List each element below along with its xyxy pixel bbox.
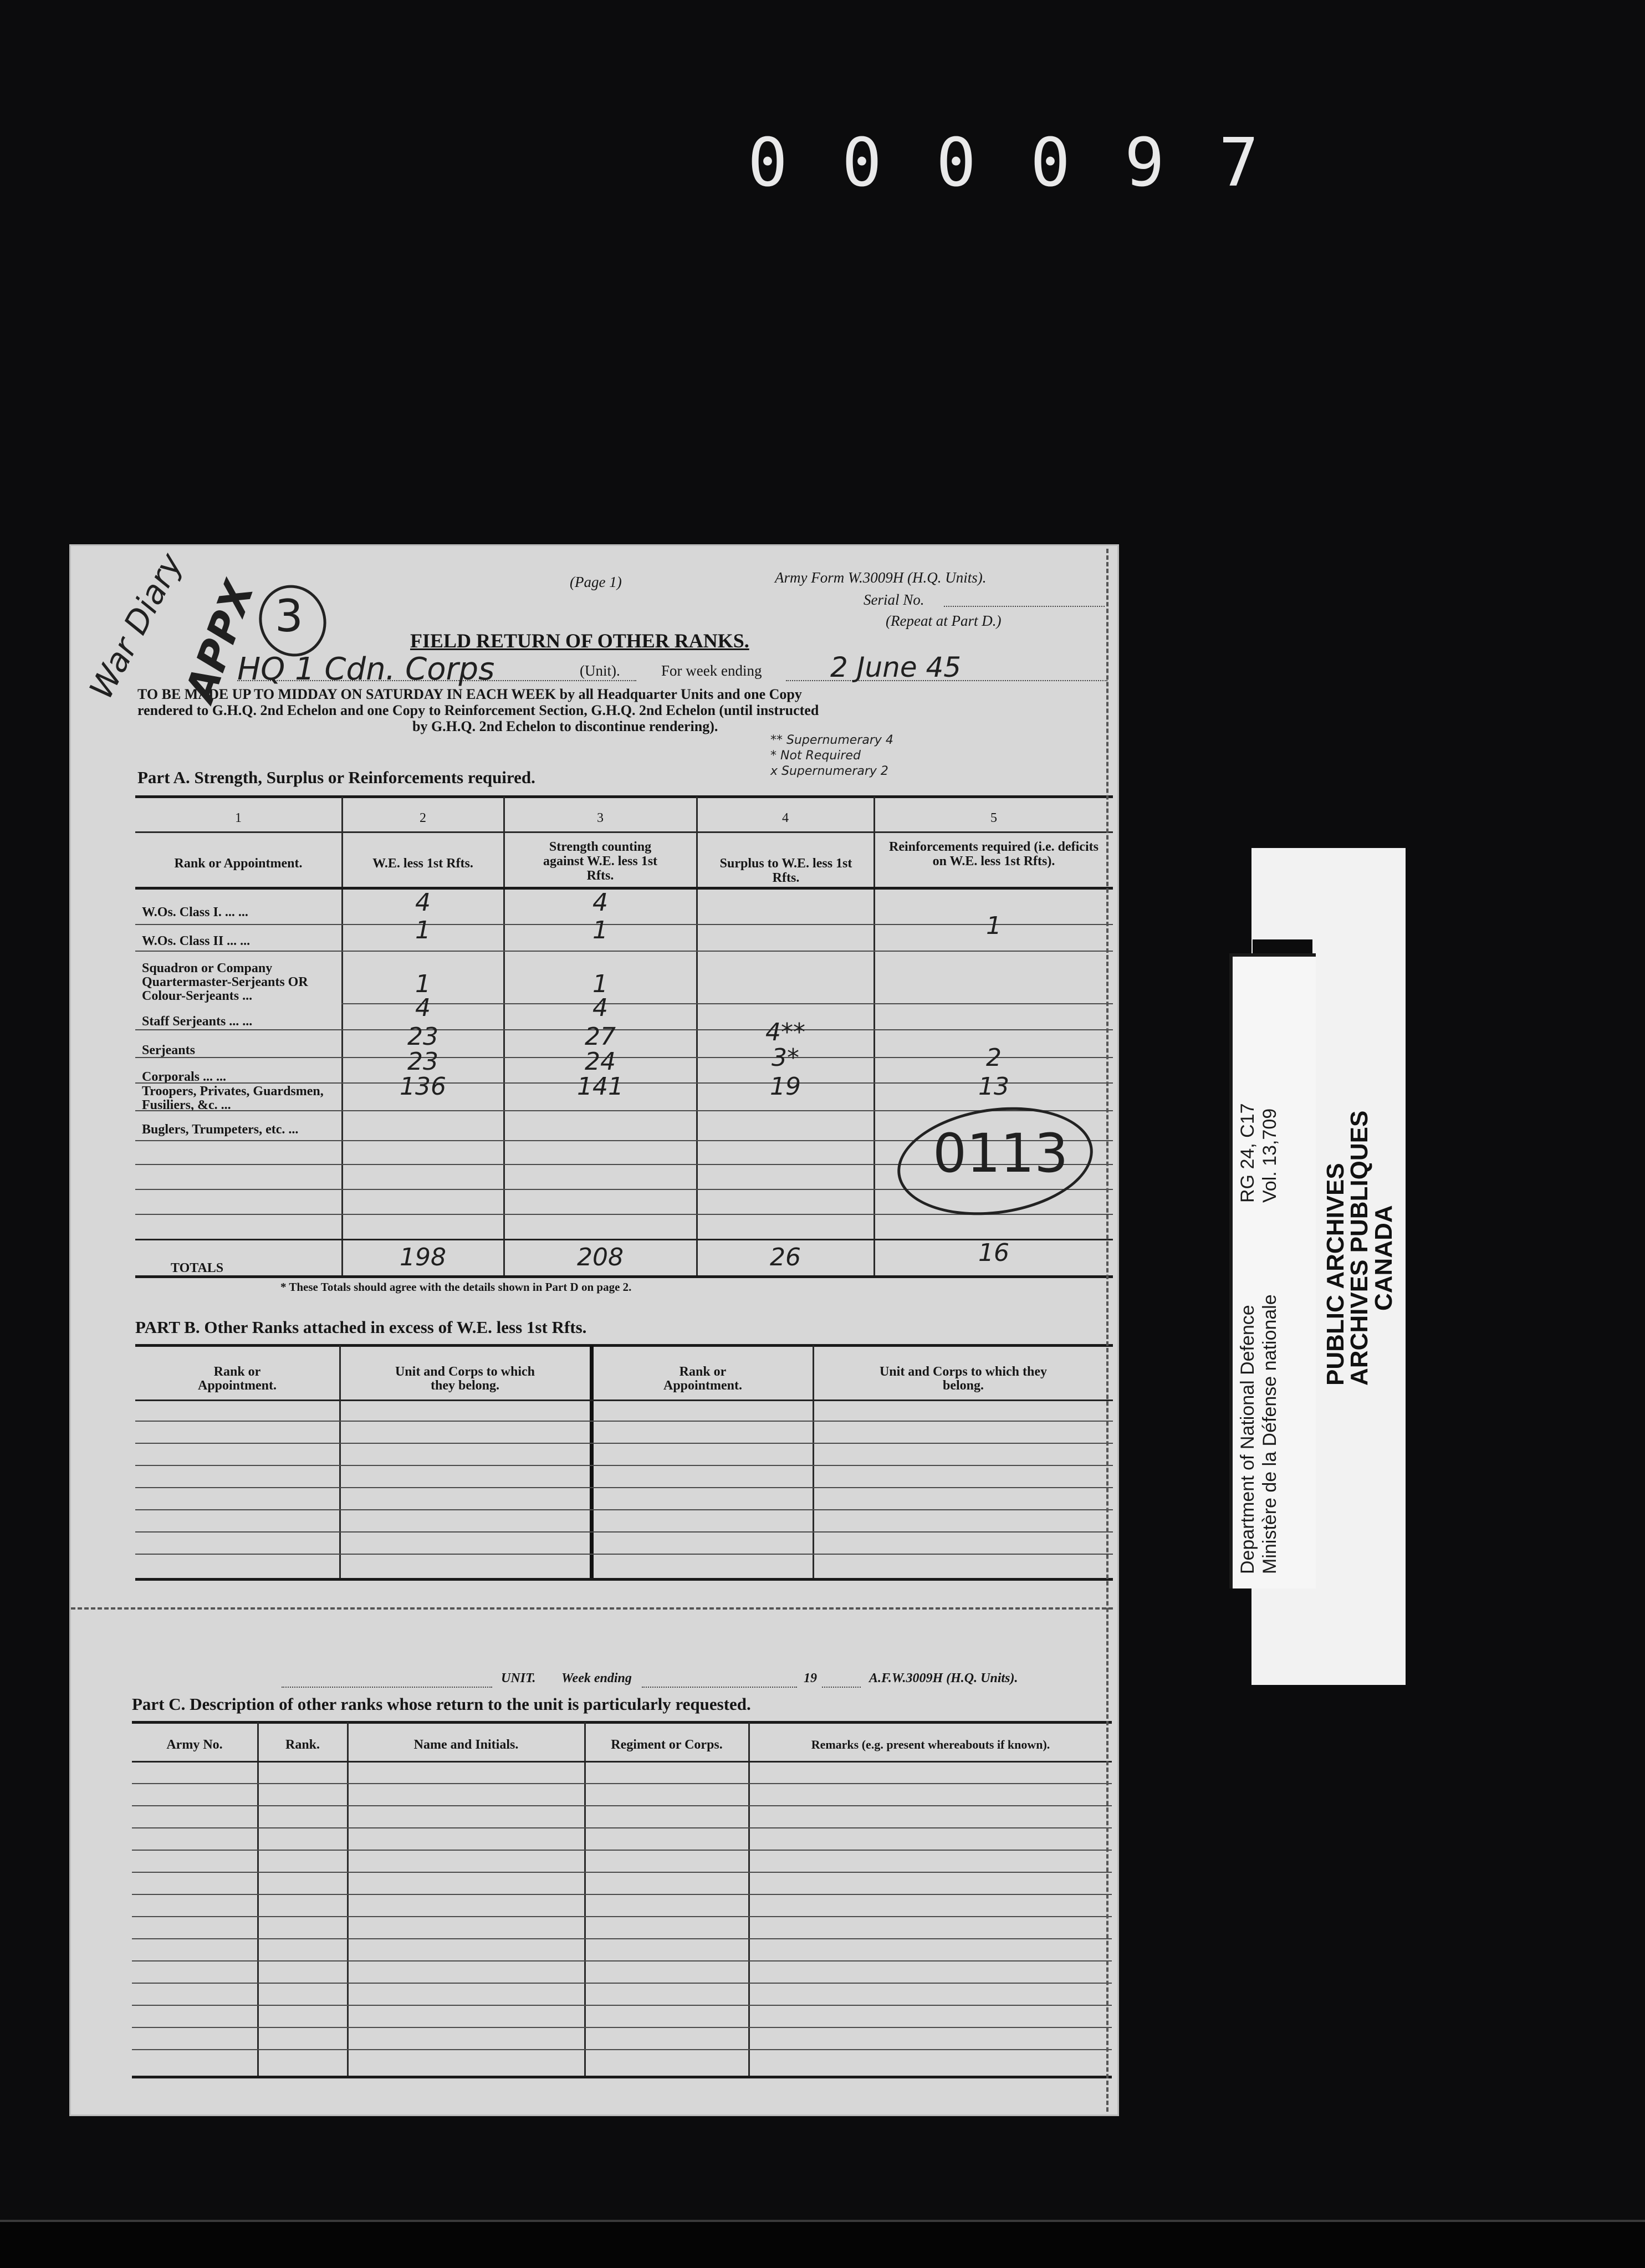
frame-digit: 0 [747,125,788,202]
row-strength: 4 [592,994,608,1022]
handwritten-appx: APPX [176,575,264,708]
part-c-row-rule [132,1805,1112,1806]
frame-digit: 9 [1124,125,1165,202]
part-b-bottom-rule [135,1578,1113,1581]
row-reinforcements: 2 [986,1044,1002,1072]
part-b-row-rule [135,1554,1113,1555]
row-we: 4 [415,994,431,1022]
sheet-perforated-edge [1106,549,1113,2112]
film-bottom-strip [0,2220,1645,2268]
row-rank: Serjeants [142,1043,195,1058]
archive-volume: Vol. 13,709 [1259,1108,1280,1203]
part-c-unit-label: UNIT. [501,1671,536,1685]
row-surplus: 19 [770,1072,801,1101]
handwritten-note-line: * Not Required [770,749,861,763]
part-c-unit-line [282,1687,492,1688]
row-rank: Buglers, Trumpeters, etc. ... [142,1122,299,1137]
instruction-line-1: TO BE MADE UP TO MIDDAY ON SATURDAY IN EACH WEEK by all Headquarter Units and one Copy [137,686,802,702]
part-a-top-rule [135,795,1113,798]
instruction-line-3: by G.H.Q. 2nd Echelon to discontinue rendering). [412,718,718,734]
part-c-header-rank: Rank. [285,1738,320,1752]
part-c-header-rule [132,1761,1112,1763]
part-c-header-name: Name and Initials. [413,1738,519,1752]
row-we: 1 [415,916,431,944]
part-b-header-rank: Rank or Appointment. [197,1365,277,1393]
row-surplus: 3* [772,1044,799,1072]
row-surplus: 4** [765,1018,805,1046]
header-reinforcements: Reinforcements required (i.e. deficits on W.E. less 1st Rfts). [889,840,1099,869]
row-we: 1 [415,970,431,998]
row-reinforcements: 1 [986,912,1002,940]
header-rank: Rank or Appointment. [174,856,303,871]
part-c-row-rule [132,1894,1112,1895]
row-rank: W.Os. Class II ... ... [142,934,251,948]
part-b-row-rule [135,1443,1113,1444]
part-c-row-rule [132,1827,1112,1828]
frame-digit: 0 [841,125,882,202]
week-label: For week ending [661,662,762,679]
header-we: W.E. less 1st Rfts. [372,856,473,871]
part-b-row-rule [135,1531,1113,1533]
part-c-header-remarks: Remarks (e.g. present whereabouts if known). [811,1738,1050,1751]
part-c-week-line [642,1687,797,1688]
frame-digit: 7 [1218,125,1259,202]
archive-name-fr: ARCHIVES PUBLIQUES [1346,1110,1373,1386]
part-b-header-unit: Unit and Corps to which they belong. [879,1365,1048,1393]
part-c-row-rule [132,1983,1112,1984]
archive-country: CANADA [1370,1205,1397,1311]
col-number: 4 [782,811,789,825]
number-row-rule [135,831,1113,833]
part-c-row-rule [132,1960,1112,1961]
part-c-col-divider [347,1722,349,2077]
totals-label: TOTALS [171,1261,224,1275]
part-b-row-rule [135,1509,1113,1510]
part-a-col-divider [873,796,875,1275]
part-b-row-rule [135,1465,1113,1466]
archive-dept-en: Department of National Defence [1237,1305,1258,1574]
frame-digit: 0 [936,125,977,202]
part-c-header-army-no: Army No. [166,1738,223,1752]
tear-line [71,1607,1113,1610]
col-number: 1 [235,811,242,825]
row-rank: Troopers, Privates, Guardsmen, Fusiliers, &c. ... [142,1084,324,1112]
row-rank: W.Os. Class I. ... ... [142,905,248,920]
frame-number [737,125,1269,202]
col-number: 2 [420,811,426,825]
part-c-header-regiment: Regiment or Corps. [611,1738,723,1752]
part-b-header-rank: Rank or Appointment. [663,1365,743,1393]
part-c-col-divider [257,1722,259,2077]
serial-line [944,606,1105,607]
row-we: 4 [415,888,431,917]
form-id: Army Form W.3009H (H.Q. Units). [775,569,987,586]
part-b-row-rule [135,1421,1113,1422]
handwritten-unit: HQ 1 Cdn. Corps [237,651,495,687]
part-c-row-rule [132,1916,1112,1917]
row-rank: Squadron or Company Quartermaster-Serjeants OR Colour-Serjeants ... [142,961,308,1003]
serial-label: Serial No. [864,591,924,608]
handwritten-week-ending: 2 June 45 [830,651,962,683]
part-c-col-divider [748,1722,750,2077]
handwritten-note-line: x Supernumerary 2 [770,764,888,778]
part-a-heading: Part A. Strength, Surplus or Reinforcements required. [137,768,535,787]
row-reinforcements: 13 [978,1072,1009,1101]
totals-footnote: * These Totals should agree with the details shown in Part D on page 2. [280,1280,632,1294]
part-c-year-label: 19 [804,1671,817,1685]
part-b-row-rule [135,1487,1113,1488]
part-c-row-rule [132,2005,1112,2006]
total-surplus: 26 [770,1243,801,1271]
frame-digit: 0 [1030,125,1071,202]
repeat-note: (Repeat at Part D.) [886,612,1002,629]
row-rank: Staff Serjeants ... ... [142,1014,253,1029]
header-strength: Strength counting against W.E. less 1st Rfts. [543,840,658,883]
col-number: 5 [990,811,997,825]
row-strength: 27 [585,1023,616,1051]
archive-name-en: PUBLIC ARCHIVES [1322,1163,1349,1386]
part-c-col-divider [584,1722,586,2077]
archive-ref: RG 24, C17 [1237,1103,1258,1203]
row-we: 23 [407,1023,438,1051]
part-b-top-rule [135,1344,1113,1347]
total-we: 198 [400,1243,446,1271]
part-c-row-rule [132,1783,1112,1784]
part-b-heading: PART B. Other Ranks attached in excess of W.E. less 1st Rfts. [135,1317,587,1337]
totals-bottom-rule [135,1275,1113,1278]
part-c-year-line [822,1687,861,1688]
row-rule [135,1110,1113,1111]
handwritten-side-note: War Diary [82,547,190,705]
row-strength: 141 [577,1072,624,1101]
row-rank: Corporals ... ... [142,1070,226,1084]
part-c-row-rule [132,1872,1112,1873]
col-number: 3 [597,811,604,825]
instruction-line-2: rendered to G.H.Q. 2nd Echelon and one Copy to Reinforcement Section, G.H.Q. 2nd Echelon (until instructed [137,702,819,718]
part-c-top-rule [132,1721,1112,1724]
row-strength: 24 [585,1048,616,1076]
part-c-row-rule [132,1850,1112,1851]
form-title: FIELD RETURN OF OTHER RANKS. [410,630,749,652]
part-c-row-rule [132,1938,1112,1939]
part-b-header-unit: Unit and Corps to which they belong. [395,1365,535,1393]
unit-label: (Unit). [580,662,620,679]
row-strength: 1 [592,916,608,944]
row-we: 23 [407,1048,438,1076]
part-c-row-rule [132,2049,1112,2050]
handwritten-circled-code: 0113 [933,1122,1069,1184]
handwritten-circled-number: 3 [275,590,303,642]
part-c-week-label: Week ending [561,1671,632,1685]
row-strength: 1 [592,970,608,998]
part-c-heading: Part C. Description of other ranks whose return to the unit is particularly requested. [132,1694,751,1714]
part-c-bottom-rule [132,2076,1112,2078]
header-surplus: Surplus to W.E. less 1st Rfts. [719,856,852,885]
row-we: 136 [400,1072,446,1101]
handwritten-note-line: ** Supernumerary 4 [770,733,893,747]
total-reinforcements: 16 [978,1239,1009,1267]
part-c-form-id: A.F.W.3009H (H.Q. Units). [869,1671,1018,1685]
page-number: (Page 1) [570,574,622,590]
part-b-header-rule [135,1399,1113,1401]
part-c-row-rule [132,2027,1112,2028]
row-strength: 4 [592,888,608,917]
form-sheet [71,546,1117,2114]
row-rule [135,951,1113,952]
total-strength: 208 [577,1243,624,1271]
archive-dept-fr: Ministère de la Défense nationale [1259,1294,1280,1574]
